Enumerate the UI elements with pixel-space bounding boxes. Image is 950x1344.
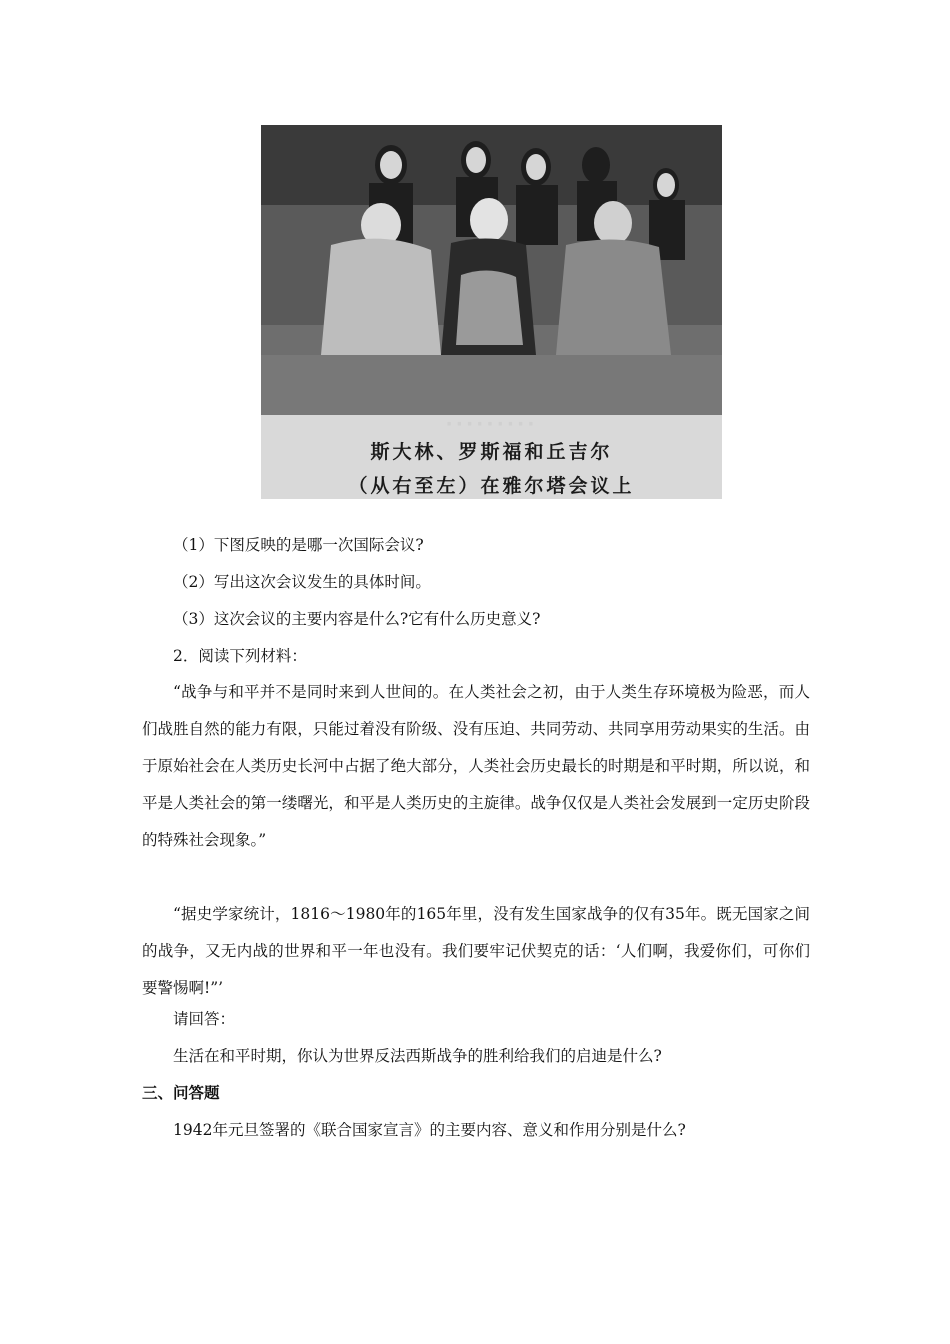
quote-paragraph-1: “战争与和平并不是同时来到人世间的。在人类社会之初，由于人类生存环境极为险恶，而人们战胜自然的能力有限，只能过着没有阶级、没有压迫、共同劳动、共同享用劳动果实的生活。由于原始社会在人类历史长河中占据了绝大部分，人类社会历史最长的时期是和平时期，所以说，和平是人类社会的第一缕曙光，和平是人类历史的主旋律。战争仅仅是人类社会发展到一定历史阶段的特殊社会现象。”	[142, 683, 810, 849]
answer-prompt: 请回答：	[173, 1010, 236, 1028]
question-3: （3）这次会议的主要内容是什么?它有什么历史意义?	[173, 610, 541, 628]
section-3-heading: 三、问答题	[142, 1083, 220, 1102]
question-2: （2）写出这次会议发生的具体时间。	[173, 573, 431, 591]
section-2-intro: 2．阅读下列材料：	[173, 647, 307, 665]
yalta-conference-photo	[261, 125, 722, 499]
bleed-through-text: ·········	[445, 413, 538, 435]
section-3-question: 1942年元旦签署的《联合国家宣言》的主要内容、意义和作用分别是什么?	[173, 1121, 686, 1139]
photo-caption-line2: （从右至左）在雅尔塔会议上	[348, 475, 635, 497]
question-1: （1）下图反映的是哪一次国际会议?	[173, 536, 424, 554]
quote-paragraph-2: “据史学家统计，1816～1980年的165年里，没有发生国家战争的仅有35年。既无国家之间的战争，又无内战的世界和平一年也没有。我们要牢记伏契克的话：‘人们啊，我爱你们，可你们要警惕啊!”’	[142, 905, 810, 997]
photo-image	[261, 125, 722, 415]
photo-caption-line1: 斯大林、罗斯福和丘吉尔	[370, 441, 613, 463]
reflection-question: 生活在和平时期，你认为世界反法西斯战争的胜利给我们的启迪是什么?	[173, 1047, 662, 1065]
